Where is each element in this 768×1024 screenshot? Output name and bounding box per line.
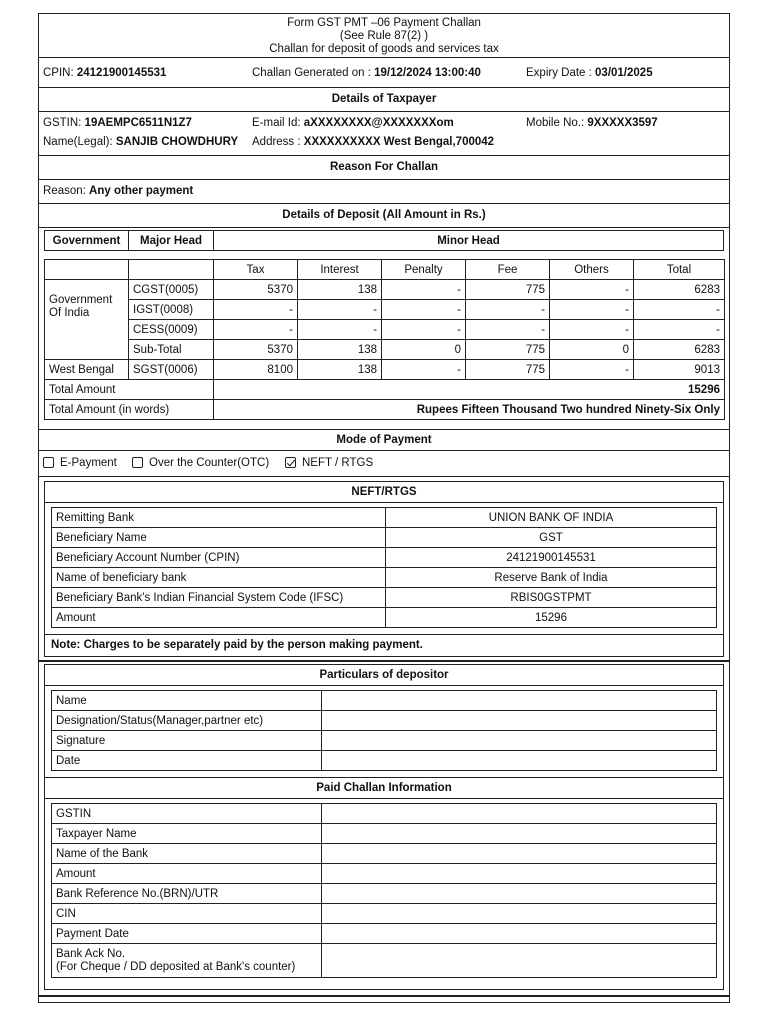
value-cell: 138: [298, 340, 382, 360]
neft-label: Amount: [52, 608, 386, 628]
checkbox-checked-icon[interactable]: [285, 457, 296, 468]
table-row: [52, 924, 717, 944]
checkbox-icon[interactable]: [132, 457, 143, 468]
table-row: [52, 804, 717, 824]
table-row: [52, 824, 717, 844]
value-cell: -: [550, 360, 634, 380]
head-minor: Minor Head: [214, 231, 724, 251]
depositor-box: [44, 664, 724, 990]
total-amount-label: Total Amount: [45, 380, 214, 400]
neft-value: RBIS0GSTPMT: [386, 588, 717, 608]
table-row: [45, 360, 725, 380]
value-cell: -: [550, 320, 634, 340]
deposit-section-title: Details of Deposit (All Amount in Rs.): [282, 209, 486, 221]
value-cell: -: [466, 300, 550, 320]
table-row: [52, 711, 717, 731]
state-name: West Bengal: [45, 360, 129, 380]
table-row: [52, 731, 717, 751]
value-cell: 6283: [634, 280, 725, 300]
legal-name: Name(Legal): SANJIB CHOWDHURY: [43, 136, 239, 148]
value-cell: 5370: [214, 280, 298, 300]
paid-label: Amount: [52, 864, 322, 884]
value-cell: -: [298, 300, 382, 320]
depositor-title: Particulars of depositor: [319, 669, 449, 681]
value-cell: -: [298, 320, 382, 340]
value-cell: -: [550, 280, 634, 300]
neft-value: UNION BANK OF INDIA: [386, 508, 717, 528]
depositor-table: [51, 690, 717, 771]
value-cell: -: [634, 320, 725, 340]
value-cell: 775: [466, 340, 550, 360]
table-row: [45, 320, 725, 340]
paid-value: [322, 884, 717, 904]
bank-ack-label: Bank Ack No.: [56, 947, 126, 960]
value-cell: -: [382, 320, 466, 340]
taxpayer-details: [39, 112, 729, 156]
checkbox-icon[interactable]: [43, 457, 54, 468]
form-header: [39, 14, 729, 58]
paid-value: [322, 924, 717, 944]
cpin: CPIN: 24121900145531: [43, 67, 167, 79]
paid-label: Name of the Bank: [52, 844, 322, 864]
payment-mode-options: [39, 451, 729, 477]
major-head: SGST(0006): [129, 360, 214, 380]
gstin: GSTIN: 19AEMPC6511N1Z7: [43, 117, 192, 129]
neft-value: 24121900145531: [386, 548, 717, 568]
col-interest: Interest: [298, 260, 382, 280]
paid-label: Bank Reference No.(BRN)/UTR: [52, 884, 322, 904]
reason-row: [39, 180, 729, 204]
reason-section: [39, 156, 729, 180]
paid-value: [322, 904, 717, 924]
value-cell: -: [466, 320, 550, 340]
paid-value: [322, 804, 717, 824]
expiry-date: Expiry Date : 03/01/2025: [526, 67, 653, 79]
table-row: [52, 751, 717, 771]
col-fee: Fee: [466, 260, 550, 280]
table-row: [52, 844, 717, 864]
value-cell: 775: [466, 360, 550, 380]
email: E-mail Id: aXXXXXXXX@XXXXXXXom: [252, 117, 454, 129]
taxpayer-section: [39, 88, 729, 112]
option-neft-rtgs[interactable]: NEFT / RTGS: [285, 457, 373, 469]
mobile: Mobile No.: 9XXXXX3597: [526, 117, 658, 129]
table-row: [52, 548, 717, 568]
option-epayment[interactable]: E-Payment: [43, 457, 117, 469]
major-head: CESS(0009): [129, 320, 214, 340]
value-cell: -: [634, 300, 725, 320]
neft-value: GST: [386, 528, 717, 548]
neft-label: Beneficiary Name: [52, 528, 386, 548]
form-subtitle: Challan for deposit of goods and services tax: [269, 43, 499, 55]
deposit-column-headers: [45, 260, 725, 280]
table-row: [52, 864, 717, 884]
value-cell: 6283: [634, 340, 725, 360]
neft-table: [51, 507, 717, 628]
table-row: [52, 568, 717, 588]
government-of-india: Government Of India: [45, 280, 129, 360]
table-row: [45, 340, 725, 360]
deposit-section: [39, 204, 729, 228]
value-cell: -: [550, 300, 634, 320]
depositor-value: [322, 711, 717, 731]
paid-label: Taxpayer Name: [52, 824, 322, 844]
value-cell: 8100: [214, 360, 298, 380]
table-row: [52, 904, 717, 924]
neft-value: Reserve Bank of India: [386, 568, 717, 588]
depositor-label: Name: [52, 691, 322, 711]
value-cell: -: [382, 360, 466, 380]
value-cell: 9013: [634, 360, 725, 380]
neft-value: 15296: [386, 608, 717, 628]
paid-value: [322, 944, 717, 978]
total-amount-row: [45, 380, 725, 400]
table-row: [52, 528, 717, 548]
total-words-row: [45, 400, 725, 420]
table-row: [52, 691, 717, 711]
depositor-label: Signature: [52, 731, 322, 751]
form-title: Form GST PMT –06 Payment Challan: [287, 17, 481, 29]
challan-form: [38, 13, 730, 1003]
value-cell: 0: [382, 340, 466, 360]
table-row: [52, 608, 717, 628]
value-cell: 5370: [214, 340, 298, 360]
paid-value: [322, 844, 717, 864]
neft-label: Beneficiary Account Number (CPIN): [52, 548, 386, 568]
value-cell: 138: [298, 360, 382, 380]
head-government: Government: [45, 231, 129, 251]
value-cell: 775: [466, 280, 550, 300]
neft-note: Note: Charges to be separately paid by the person making payment.: [51, 639, 423, 651]
reason: Reason: Any other payment: [43, 185, 194, 197]
depositor-value: [322, 691, 717, 711]
table-row: [52, 884, 717, 904]
depositor-value: [322, 751, 717, 771]
depositor-label: Date: [52, 751, 322, 771]
paid-label: GSTIN: [52, 804, 322, 824]
paid-label: [52, 944, 322, 978]
total-words-label: Total Amount (in words): [45, 400, 214, 420]
challan-info-row: [39, 58, 729, 88]
neft-box: [44, 481, 724, 657]
total-amount: 15296: [214, 380, 725, 400]
bank-ack-note: (For Cheque / DD deposited at Bank's counter): [56, 960, 296, 973]
major-head: CGST(0005): [129, 280, 214, 300]
paid-value: [322, 824, 717, 844]
paid-challan-title: Paid Challan Information: [316, 782, 452, 794]
neft-label: Name of beneficiary bank: [52, 568, 386, 588]
major-head: Sub-Total: [129, 340, 214, 360]
paid-label: Payment Date: [52, 924, 322, 944]
table-row: [52, 508, 717, 528]
neft-label: Beneficiary Bank's Indian Financial System Code (IFSC): [52, 588, 386, 608]
total-words: Rupees Fifteen Thousand Two hundred Ninety-Six Only: [214, 400, 725, 420]
value-cell: -: [382, 280, 466, 300]
value-cell: -: [214, 300, 298, 320]
col-penalty: Penalty: [382, 260, 466, 280]
form-rule: (See Rule 87(2) ): [339, 30, 429, 42]
paid-challan-table: [51, 803, 717, 978]
taxpayer-section-title: Details of Taxpayer: [331, 93, 437, 105]
payment-mode-section: [39, 429, 729, 451]
deposit-head-table: [44, 230, 724, 251]
table-row: [45, 280, 725, 300]
neft-title: NEFT/RTGS: [351, 486, 417, 498]
col-others: Others: [550, 260, 634, 280]
paid-value: [322, 864, 717, 884]
major-head: IGST(0008): [129, 300, 214, 320]
deposit-table: [44, 259, 725, 420]
depositor-value: [322, 731, 717, 751]
depositor-label: Designation/Status(Manager,partner etc): [52, 711, 322, 731]
table-row: [52, 588, 717, 608]
paid-label: CIN: [52, 904, 322, 924]
value-cell: -: [382, 300, 466, 320]
payment-mode-title: Mode of Payment: [336, 434, 432, 446]
value-cell: 0: [550, 340, 634, 360]
challan-generated: Challan Generated on : 19/12/2024 13:00:40: [252, 67, 481, 79]
head-major: Major Head: [129, 231, 214, 251]
value-cell: 138: [298, 280, 382, 300]
reason-section-title: Reason For Challan: [330, 161, 438, 173]
table-row: [45, 300, 725, 320]
table-row: [52, 944, 717, 978]
col-tax: Tax: [214, 260, 298, 280]
neft-label: Remitting Bank: [52, 508, 386, 528]
col-total: Total: [634, 260, 725, 280]
address: Address : XXXXXXXXXX West Bengal,700042: [252, 136, 495, 148]
option-otc[interactable]: Over the Counter(OTC): [132, 457, 269, 469]
value-cell: -: [214, 320, 298, 340]
